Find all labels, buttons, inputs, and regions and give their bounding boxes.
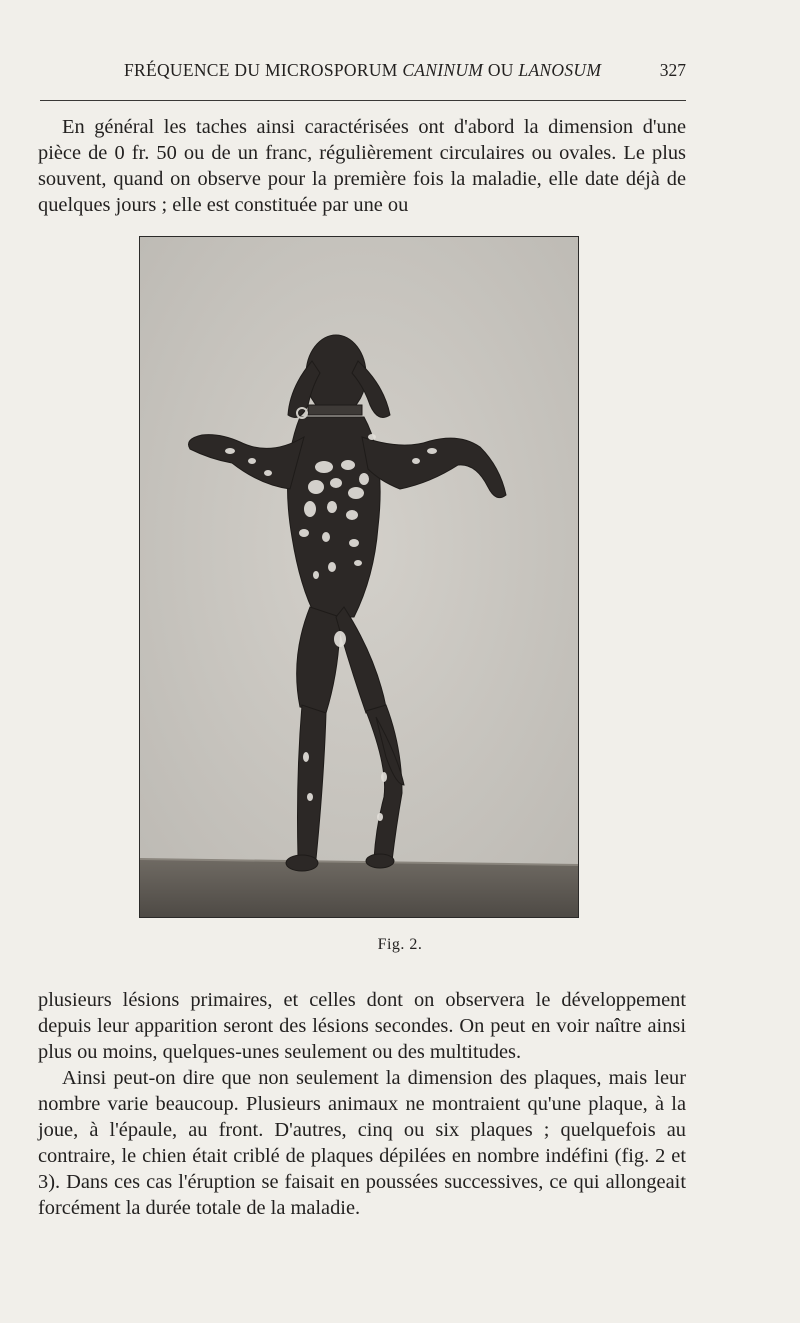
paragraph-3: Ainsi peut-on dire que non seulement la dimension des plaques, mais leur nombre varie beaucoup. Plusieurs animaux ne montraient qu'une plaque, à la joue, à l'épaule, au front. D'autres, cinq ou six plaques ; quelquefois au contraire, le chien était criblé de plaques dépilées en nombre indéfini (fig. 2 et 3). Dans ces cas l'éruption se faisait en poussées successives, ce qui allongeait forcément la durée totale de la maladie.: [38, 1067, 686, 1219]
running-title-italic-2: LANOSUM: [518, 60, 602, 80]
figure-caption: Fig. 2.: [377, 936, 423, 953]
page-number: 327: [659, 60, 686, 80]
running-head: [40, 60, 686, 86]
header-rule: [40, 100, 686, 101]
running-title: FRÉQUENCE DU MICROSPORUM CANINUM OU LANOSUM: [124, 60, 602, 80]
dog-photograph-image: [140, 237, 579, 918]
paragraph-1: En général les taches ainsi caractérisées ont d'abord la dimension d'une pièce de 0 fr. 50 ou de un franc, régulièrement circulaires ou ovales. Le plus souvent, quand on observe pour la première fois la maladie, elle date déjà de quelques jours ; elle est constituée par une ou: [38, 116, 686, 216]
figure-photograph: [139, 236, 579, 918]
running-title-italic-1: CANINUM: [402, 60, 484, 80]
paragraph-2: plusieurs lésions primaires, et celles dont on observera le développement depuis leur apparition seront des lésions secondes. On peut en voir naître ainsi plus ou moins, quelques-unes seulement ou des multitudes.: [38, 989, 686, 1063]
